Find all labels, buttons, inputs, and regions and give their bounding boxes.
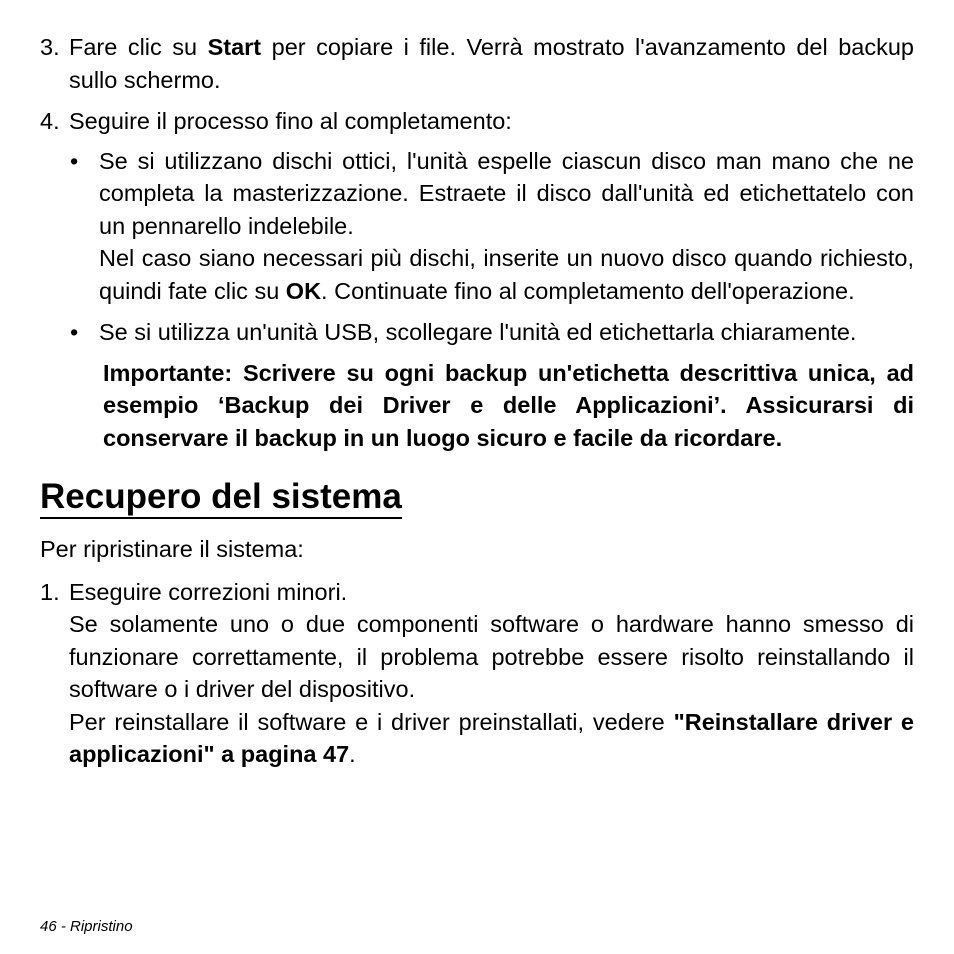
bullet-optical-discs — [40, 145, 914, 308]
section-intro: Per ripristinare il sistema: — [40, 536, 304, 562]
step-1 — [40, 576, 914, 771]
step-1-p2-pre: Per reinstallare il software e i driver preinstallati, vedere — [69, 708, 674, 735]
step-1-paragraph-2 — [69, 706, 914, 771]
step-1-p2-post: . — [349, 741, 356, 767]
step-3-text-post: per copiare i file. Verrà mostrato l'avanzamento del backup sullo schermo. — [69, 34, 914, 93]
bullet-1-paragraph-1: Se si utilizzano dischi ottici, l'unità espelle ciascun disco man mano che ne completa la masterizzazione. Estraete il disco dall'unità ed etichettatelo con un pennarello indelebile. — [99, 147, 914, 239]
bullet-marker: • — [70, 147, 79, 174]
bullet-2-text: Se si utilizza un'unità USB, scollegare l'unità ed etichettarla chiaramente. — [99, 319, 857, 345]
step-4-text: Seguire il processo fino al completamento: — [69, 108, 512, 134]
page-content — [40, 31, 914, 771]
step-3-text-pre: Fare clic su — [69, 34, 208, 60]
step-3-number: 3. — [40, 34, 60, 60]
bullet-usb — [40, 316, 914, 349]
section-title: Recupero del sistema — [40, 477, 402, 519]
page-footer: 46 - Ripristino — [40, 918, 133, 935]
step-1-number: 1. — [40, 578, 60, 605]
bullet-1-p2-post: . Continuate fino al completamento dell'operazione. — [321, 277, 855, 304]
bullet-1-p2-pre: Nel caso siano necessari più dischi, inserite un nuovo disco quando richiesto, quindi fate clic su — [99, 245, 914, 304]
step-3 — [40, 31, 914, 96]
bullet-1-paragraph-2 — [99, 242, 914, 307]
step-1-paragraph-1: Se solamente uno o due componenti software o hardware hanno smesso di funzionare correttamente, il problema potrebbe essere risolto reinstallando il software o i driver del dispositivo. — [69, 611, 914, 702]
step-4 — [40, 105, 914, 138]
bullet-marker: • — [70, 319, 79, 345]
ok-keyword: OK — [285, 277, 322, 304]
reinstall-drivers-link[interactable]: "Reinstallare driver e applicazioni" a pagina 47 — [69, 708, 915, 767]
start-keyword: Start — [207, 34, 262, 60]
important-note: Importante: Scrivere su ogni backup un'etichetta descrittiva unica, ad esempio ‘Backup dei Driver e delle Applicazioni’. Assicurarsi di conservare il backup in un luogo sicuro e facile da ricordare. — [103, 359, 914, 451]
step-1-title: Eseguire correzioni minori. — [69, 578, 348, 605]
step-4-number: 4. — [40, 108, 60, 134]
